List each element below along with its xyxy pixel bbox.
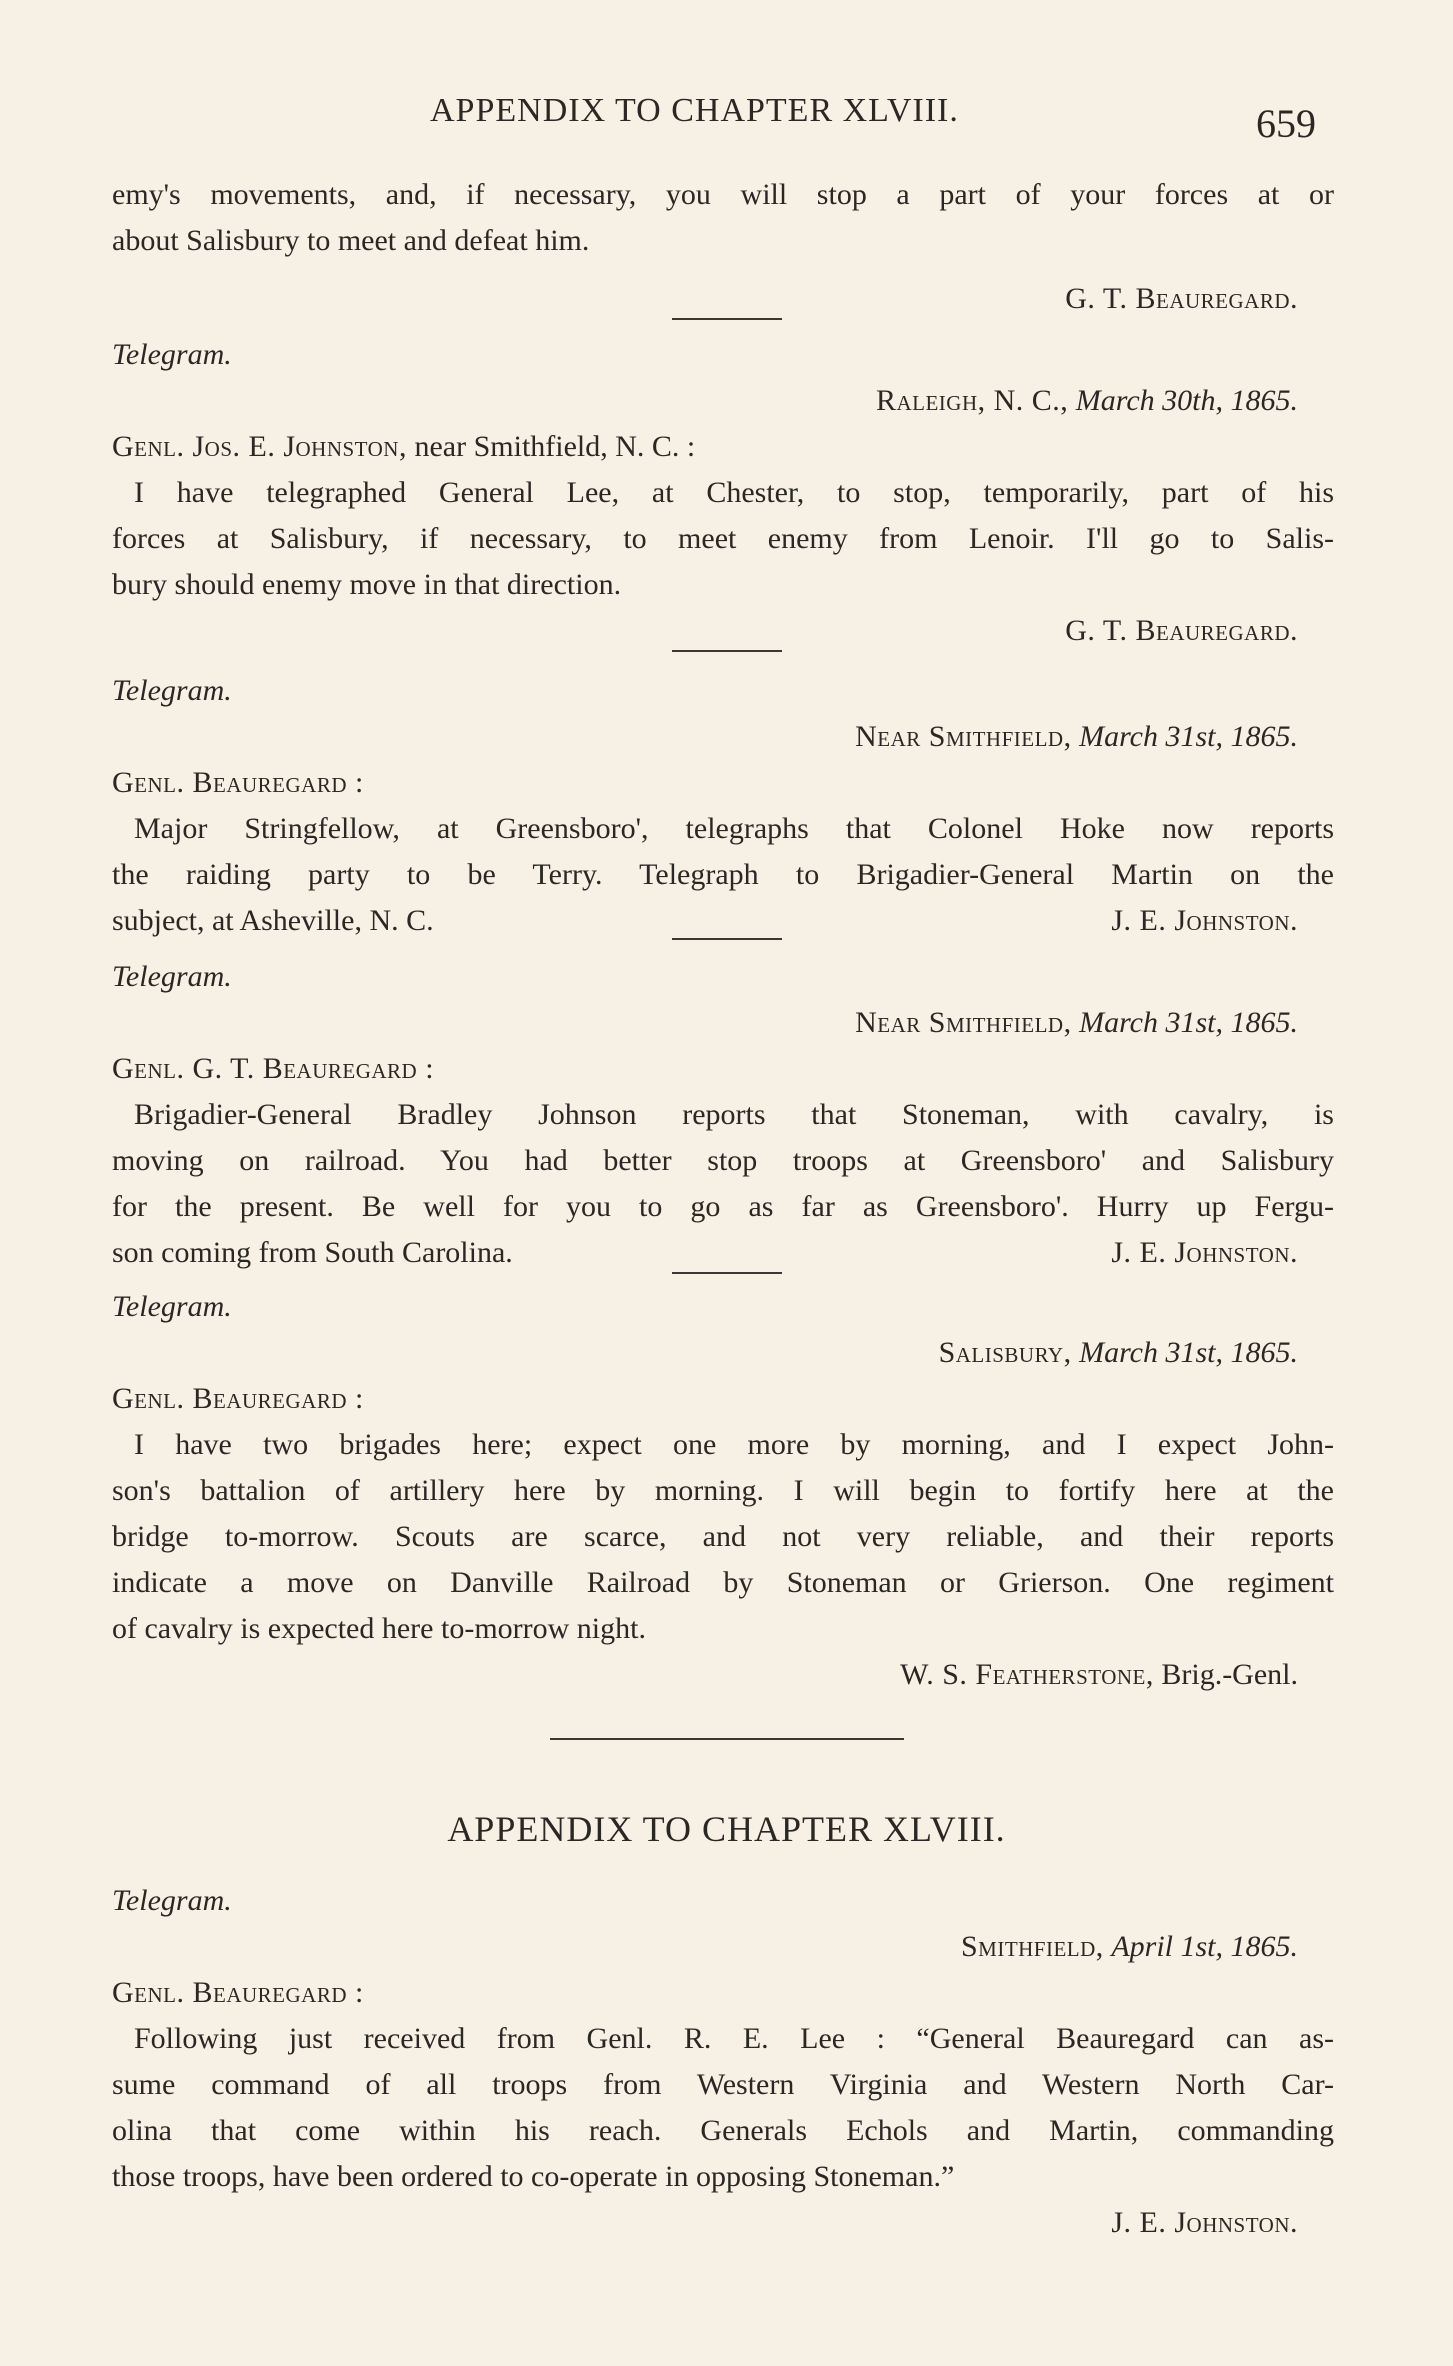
dateline (112, 714, 1334, 760)
dateline-date: March 30th, 1865. (1075, 384, 1298, 417)
continuation-block (112, 172, 1334, 322)
text-line: olina that come within his reach. Generals Echols and Martin, commanding (112, 2114, 1334, 2147)
signature: J. E. Johnston. (1111, 2206, 1298, 2239)
dateline-date: April 1st, 1865. (1111, 1930, 1298, 1963)
text-line: bridge to-morrow. Scouts are scarce, and not very reliable, and their reports (112, 1520, 1334, 1553)
page-number: 659 (1256, 101, 1316, 146)
dateline-date: March 31st, 1865. (1079, 1336, 1298, 1369)
separator-rule (672, 1272, 782, 1274)
telegram-3 (112, 954, 1334, 1276)
signature-title: Brig.-Genl. (1153, 1658, 1298, 1691)
signature: G. T. Beauregard. (1065, 614, 1298, 647)
text-line: Following just received from Genl. R. E. Lee : “General Beauregard can as- (134, 2022, 1334, 2055)
text-line: of cavalry is expected here to-morrow night. (112, 1612, 646, 1645)
telegram-2 (112, 668, 1334, 944)
signature (112, 1652, 1334, 1698)
dateline-date: March 31st, 1865. (1079, 1006, 1298, 1039)
telegram-label: Telegram. (112, 1884, 232, 1917)
dateline-place: Salisbury, (938, 1336, 1072, 1369)
dateline (112, 378, 1334, 424)
dateline-place: Near Smithfield, (855, 1006, 1072, 1039)
text-line: subject, at Asheville, N. C. (112, 904, 434, 937)
section-divider (550, 1738, 904, 1740)
salutation-rest: near Smithfield, N. C. : (406, 430, 696, 463)
telegram-label: Telegram. (112, 338, 232, 371)
dateline-place: Raleigh, N. C., (875, 384, 1069, 417)
text-line: Major Stringfellow, at Greensboro', telegraphs that Colonel Hoke now reports (134, 812, 1334, 845)
text-line: son's battalion of artillery here by morning. I will begin to fortify here at the (112, 1474, 1334, 1507)
telegram-label: Telegram. (112, 674, 232, 707)
signature: G. T. Beauregard. (1065, 282, 1298, 315)
telegram-label: Telegram. (112, 960, 232, 993)
text-line: indicate a move on Danville Railroad by Stoneman or Grierson. One regiment (112, 1566, 1334, 1599)
text-line: those troops, have been ordered to co-operate in opposing Stoneman.” (112, 2160, 955, 2193)
separator-rule (672, 938, 782, 940)
text-line: I have two brigades here; expect one more by morning, and I expect John- (134, 1428, 1334, 1461)
telegram-label: Telegram. (112, 1290, 232, 1323)
telegram-5 (112, 1878, 1334, 2246)
text-line: son coming from South Carolina. (112, 1236, 513, 1269)
salutation: Genl. Beauregard : (112, 1976, 364, 2009)
text-line: the raiding party to be Terry. Telegraph to Brigadier-General Martin on the (112, 858, 1334, 891)
salutation: Genl. G. T. Beauregard : (112, 1052, 435, 1085)
text-line: sume command of all troops from Western Virginia and Western North Car- (112, 2068, 1334, 2101)
section-heading: APPENDIX TO CHAPTER XLVIII. (447, 1809, 1006, 1849)
signature: J. E. Johnston. (1111, 1236, 1298, 1269)
salutation (112, 424, 1334, 470)
salutation-name: Genl. Jos. E. Johnston, (112, 430, 407, 463)
dateline-date: March 31st, 1865. (1079, 720, 1298, 753)
salutation: Genl. Beauregard : (112, 766, 364, 799)
separator-rule (672, 650, 782, 652)
telegram-4 (112, 1284, 1334, 1698)
text-line: for the present. Be well for you to go as far as Greensboro'. Hurry up Fergu- (112, 1190, 1334, 1223)
running-head: APPENDIX TO CHAPTER XLVIII. (430, 92, 959, 129)
text-line: moving on railroad. You had better stop troops at Greensboro' and Salisbury (112, 1144, 1334, 1177)
text-line: bury should enemy move in that direction. (112, 568, 622, 601)
dateline (112, 1924, 1334, 1970)
signature-name: W. S. Featherstone, (900, 1658, 1154, 1691)
separator-rule (672, 318, 782, 320)
closing-line (112, 1230, 1334, 1276)
telegram-1 (112, 332, 1334, 654)
text-line: emy's movements, and, if necessary, you will stop a part of your forces at or (112, 178, 1334, 211)
salutation: Genl. Beauregard : (112, 1382, 364, 1415)
dateline-place: Near Smithfield, (855, 720, 1072, 753)
dateline (112, 1330, 1334, 1376)
text-line: about Salisbury to meet and defeat him. (112, 224, 590, 257)
dateline (112, 1000, 1334, 1046)
text-line: I have telegraphed General Lee, at Chester, to stop, temporarily, part of his (134, 476, 1334, 509)
text-line: Brigadier-General Bradley Johnson reports that Stoneman, with cavalry, is (134, 1098, 1334, 1131)
text-line: forces at Salisbury, if necessary, to meet enemy from Lenoir. I'll go to Salis- (112, 522, 1334, 555)
dateline-place: Smithfield, (960, 1930, 1104, 1963)
signature: J. E. Johnston. (1111, 904, 1298, 937)
